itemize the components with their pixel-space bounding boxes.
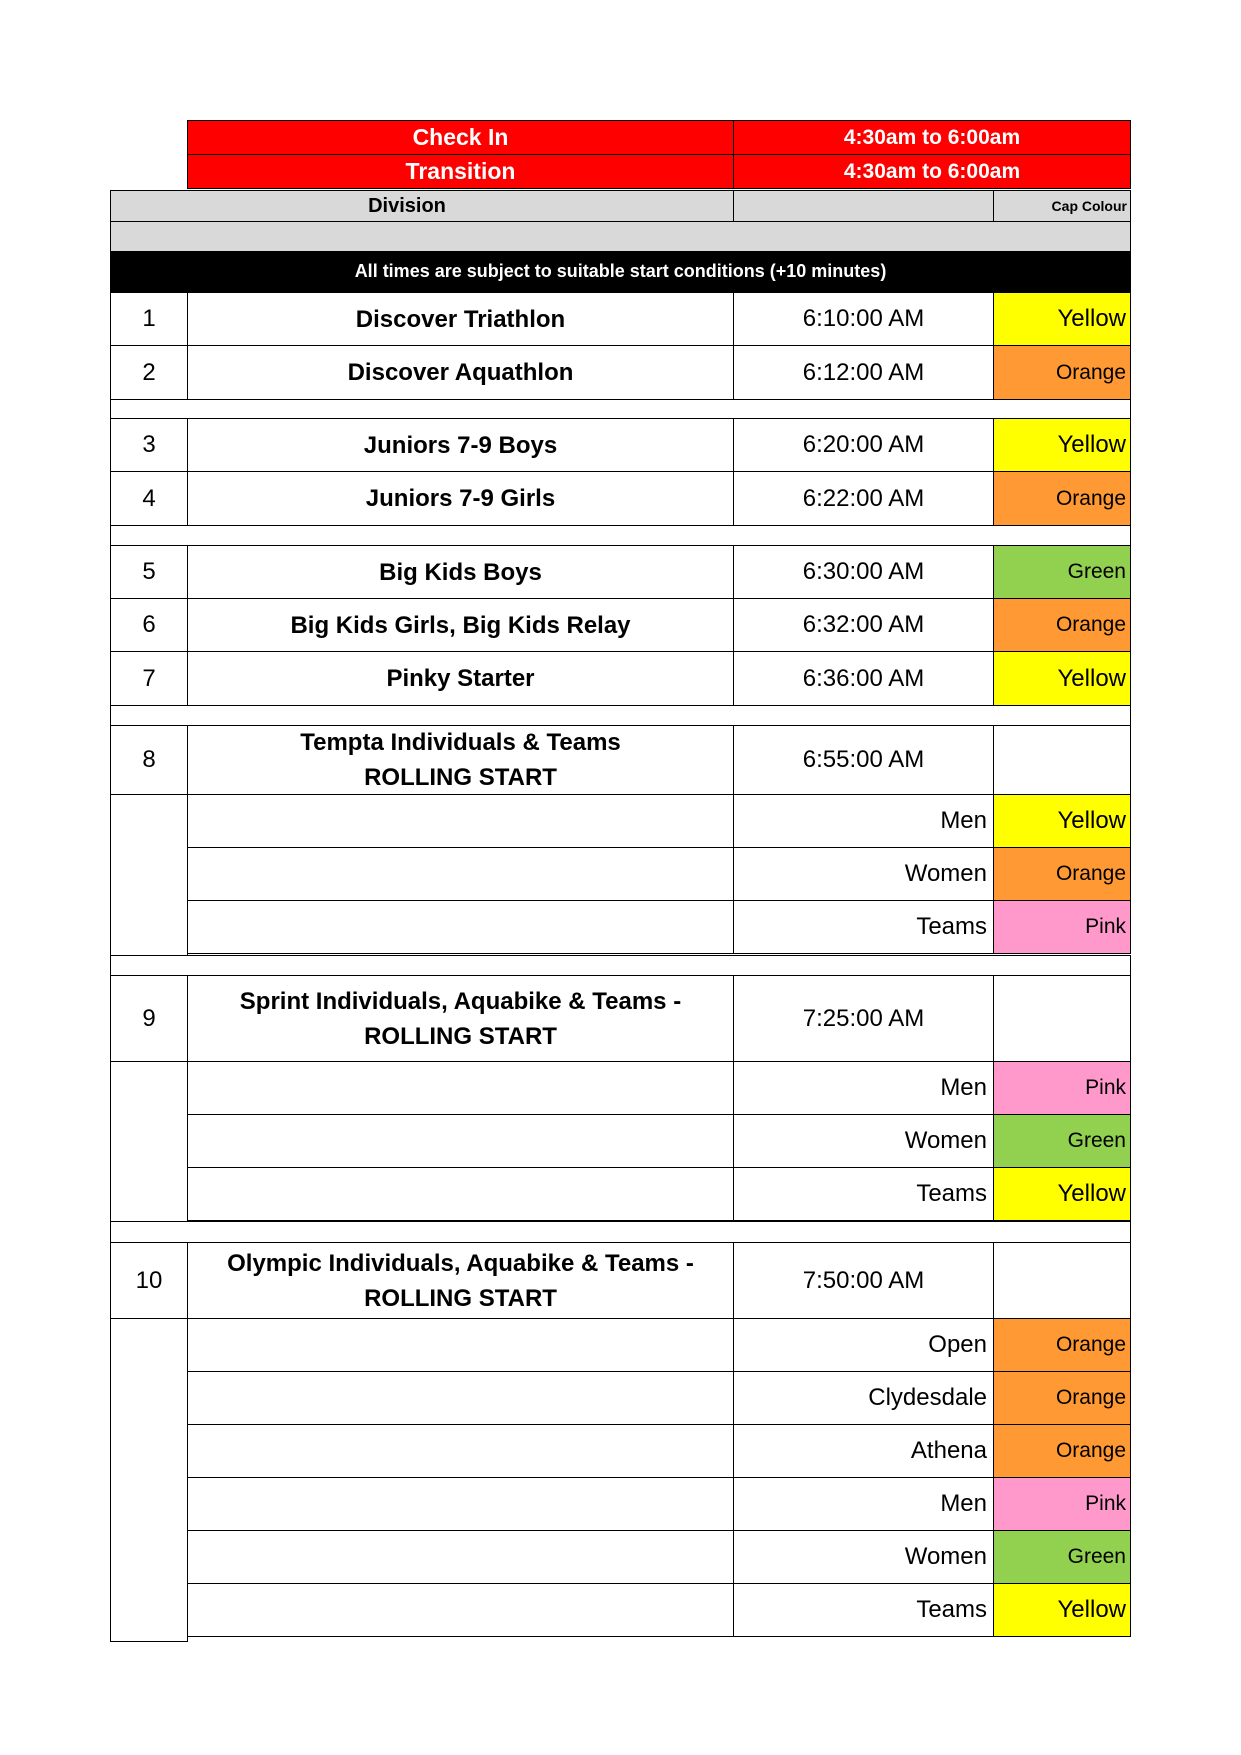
sub-category-label: Men	[733, 1477, 994, 1531]
wave-number: 7	[110, 651, 188, 706]
cap-colour: Yellow	[993, 651, 1131, 706]
sub-category-label: Teams	[733, 1583, 994, 1637]
start-conditions-note: All times are subject to suitable start conditions (+10 minutes)	[110, 251, 1131, 292]
check-in-time: 4:30am to 6:00am	[733, 120, 1131, 155]
cap-colour: Green	[993, 545, 1131, 599]
sub-cap-colour: Orange	[993, 1424, 1131, 1478]
wave-number-blank	[110, 1318, 188, 1642]
sub-cap-colour: Pink	[993, 1061, 1131, 1115]
sub-category-label: Open	[733, 1318, 994, 1372]
wave-number: 1	[110, 292, 188, 346]
cap-colour-empty	[993, 1242, 1131, 1319]
wave-number: 4	[110, 471, 188, 526]
cap-colour-empty	[993, 725, 1131, 795]
sub-division-blank	[187, 1167, 734, 1221]
sub-category-label: Clydesdale	[733, 1371, 994, 1425]
sub-division-blank	[187, 1318, 734, 1372]
sub-cap-colour: Orange	[993, 847, 1131, 901]
sub-category-label: Teams	[733, 1167, 994, 1221]
wave-start-time: 6:36:00 AM	[733, 651, 994, 706]
division-header: Division	[110, 190, 734, 222]
sub-category-label: Women	[733, 1530, 994, 1584]
wave-number: 6	[110, 598, 188, 652]
division-line-2: ROLLING START	[364, 1022, 557, 1050]
wave-division: Pinky Starter	[187, 651, 734, 706]
wave-division	[187, 725, 734, 795]
wave-start-time: 7:25:00 AM	[733, 975, 994, 1062]
wave-division: Big Kids Girls, Big Kids Relay	[187, 598, 734, 652]
division-line-2: ROLLING START	[364, 1284, 557, 1312]
cap-colour: Orange	[993, 598, 1131, 652]
time-header	[733, 190, 994, 222]
wave-number: 5	[110, 545, 188, 599]
sub-cap-colour: Green	[993, 1114, 1131, 1168]
division-line-1: Olympic Individuals, Aquabike & Teams -	[227, 1249, 694, 1277]
wave-number: 3	[110, 418, 188, 472]
division-line-2: ROLLING START	[364, 764, 557, 791]
sub-category-label: Men	[733, 1061, 994, 1115]
sub-category-label: Athena	[733, 1424, 994, 1478]
sub-cap-colour: Yellow	[993, 1583, 1131, 1637]
sub-division-blank	[187, 847, 734, 901]
sub-cap-colour: Yellow	[993, 794, 1131, 848]
transition-time: 4:30am to 6:00am	[733, 154, 1131, 189]
wave-division: Big Kids Boys	[187, 545, 734, 599]
check-in-label: Check In	[187, 120, 734, 155]
sub-cap-colour: Yellow	[993, 1167, 1131, 1221]
wave-start-time: 7:50:00 AM	[733, 1242, 994, 1319]
division-line-1: Sprint Individuals, Aquabike & Teams -	[239, 987, 682, 1015]
cap-colour-empty	[993, 975, 1131, 1062]
spacer-row	[110, 955, 1131, 976]
spacer-row	[110, 1221, 1131, 1243]
sub-division-blank	[187, 794, 734, 848]
grey-spacer-row	[110, 221, 1131, 252]
wave-start-time: 6:55:00 AM	[733, 725, 994, 795]
wave-number: 2	[110, 345, 188, 400]
wave-division	[187, 975, 734, 1062]
transition-label: Transition	[187, 154, 734, 189]
wave-start-time: 6:12:00 AM	[733, 345, 994, 400]
sub-division-blank	[187, 1114, 734, 1168]
wave-number-blank	[110, 794, 188, 956]
wave-number-blank	[110, 1061, 188, 1223]
sub-division-blank	[187, 1477, 734, 1531]
wave-number: 10	[110, 1242, 188, 1319]
wave-division: Juniors 7-9 Boys	[187, 418, 734, 472]
sub-division-blank	[187, 1530, 734, 1584]
sub-category-label: Men	[733, 794, 994, 848]
spacer-row	[110, 705, 1131, 726]
wave-start-time: 6:30:00 AM	[733, 545, 994, 599]
sub-division-blank	[187, 1424, 734, 1478]
wave-start-time: 6:32:00 AM	[733, 598, 994, 652]
wave-start-time: 6:10:00 AM	[733, 292, 994, 346]
sub-cap-colour: Pink	[993, 900, 1131, 954]
spacer-row	[110, 525, 1131, 546]
wave-division: Juniors 7-9 Girls	[187, 471, 734, 526]
cap-colour-header: Cap Colour	[993, 190, 1131, 222]
sub-category-label: Women	[733, 847, 994, 901]
sub-division-blank	[187, 1371, 734, 1425]
cap-colour: Orange	[993, 471, 1131, 526]
sub-category-label: Teams	[733, 900, 994, 954]
cap-colour: Yellow	[993, 292, 1131, 346]
cap-colour: Orange	[993, 345, 1131, 400]
wave-number: 9	[110, 975, 188, 1062]
sub-division-blank	[187, 900, 734, 954]
spacer-row	[110, 399, 1131, 419]
sub-division-blank	[187, 1061, 734, 1115]
wave-division: Discover Aquathlon	[187, 345, 734, 400]
sub-category-label: Women	[733, 1114, 994, 1168]
sub-cap-colour: Pink	[993, 1477, 1131, 1531]
sub-cap-colour: Orange	[993, 1318, 1131, 1372]
wave-division: Discover Triathlon	[187, 292, 734, 346]
cap-colour: Yellow	[993, 418, 1131, 472]
division-line-1: Tempta Individuals & Teams	[300, 729, 621, 756]
wave-start-time: 6:20:00 AM	[733, 418, 994, 472]
wave-number: 8	[110, 725, 188, 795]
sub-cap-colour: Green	[993, 1530, 1131, 1584]
wave-division	[187, 1242, 734, 1319]
sub-division-blank	[187, 1583, 734, 1637]
wave-start-time: 6:22:00 AM	[733, 471, 994, 526]
sub-cap-colour: Orange	[993, 1371, 1131, 1425]
